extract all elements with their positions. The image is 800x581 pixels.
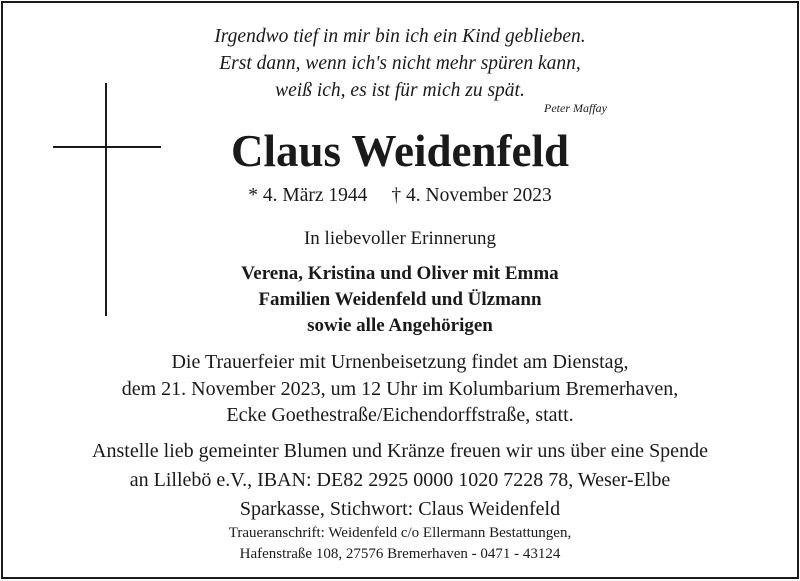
donation-line: an Lillebö e.V., IBAN: DE82 2925 0000 1020 7228 78, Weser-Elbe	[129, 469, 671, 491]
family-signature	[3, 261, 797, 339]
birth-date: * 4. März 1944	[248, 185, 368, 206]
family-line: Familien Weidenfeld und Ülzmann	[258, 289, 542, 310]
donation-line: Sparkasse, Stichwort: Claus Weidenfeld	[239, 498, 561, 520]
address-line: Hafenstraße 108, 27576 Bremerhaven - 0471 - 43124	[239, 546, 561, 562]
death-date: † 4. November 2023	[391, 185, 552, 206]
memory-text: In liebevoller Erinnerung	[303, 228, 497, 249]
family-line: sowie alle Angehörigen	[307, 315, 493, 336]
address-line: Traueranschrift: Weidenfeld c/o Ellermann Bestattungen,	[228, 525, 572, 541]
family-line: Verena, Kristina und Oliver mit Emma	[241, 263, 559, 284]
service-line: dem 21. November 2023, um 12 Uhr im Kolumbarium Bremerhaven,	[121, 377, 679, 400]
quote	[3, 23, 797, 104]
service-line: Ecke Goethestraße/Eichendorffstraße, statt.	[226, 404, 574, 426]
obituary-notice	[1, 1, 799, 579]
quote-line: weiß ich, es ist für mich zu spät.	[275, 80, 525, 101]
donation-info	[3, 437, 797, 524]
quote-author: Peter Maffay	[544, 101, 607, 115]
service-info	[3, 349, 797, 429]
quote-line: Erst dann, wenn ich's nicht mehr spüren kann,	[219, 53, 581, 74]
deceased-name: Claus Weidenfeld	[231, 126, 569, 176]
quote-line: Irgendwo tief in mir bin ich ein Kind geblieben.	[214, 26, 586, 47]
donation-line: Anstelle lieb gemeinter Blumen und Kränze freuen wir uns über eine Spende	[92, 440, 708, 462]
life-dates	[3, 183, 797, 209]
service-line: Die Trauerfeier mit Urnenbeisetzung findet am Dienstag,	[171, 351, 629, 373]
mourning-address	[3, 523, 797, 565]
